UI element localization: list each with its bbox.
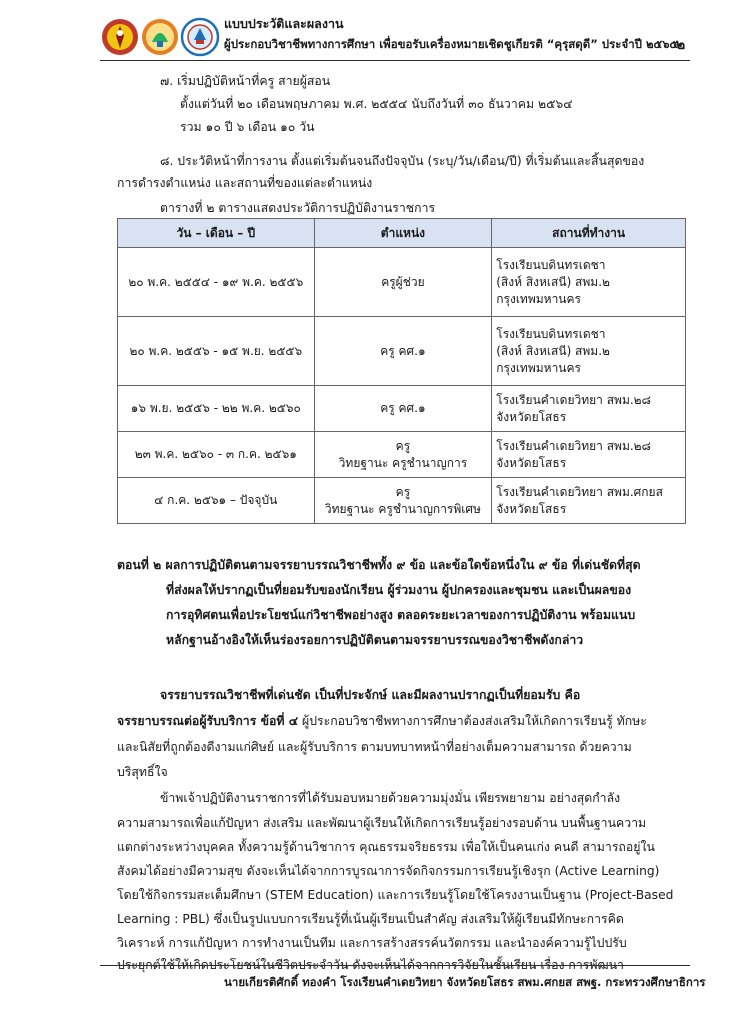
ethics-statement: จรรยาบรรณวิชาชีพที่เด่นชัด เป็นที่ประจักษ์ และมีผลงานปรากฏเป็นที่ยอมรับ คือ	[160, 688, 581, 702]
school-logo	[180, 12, 220, 62]
page-header	[0, 0, 734, 70]
workplace-cell	[492, 386, 686, 432]
part2-heading-line-2: ที่ส่งผลให้ปรากฏเป็นที่ยอมรับของนักเรียน ผู้ร่วมงาน ผู้ปกครองและชุมชน และเป็นผลของ	[166, 583, 632, 597]
date-cell: ๑๖ พ.ย. ๒๕๕๖ - ๒๒ พ.ค. ๒๕๖๐	[118, 386, 315, 432]
workplace-line-1: โรงเรียนบดินทรเดชา	[496, 257, 606, 272]
workplace-line-1: โรงเรียนคำเดยวิทยา สพม.ศกยส	[496, 484, 663, 499]
position-cell	[314, 478, 492, 524]
body-paragraph-line-7: วิเคราะห์ การแก้ปัญหา การทำงานเป็นทีม และการสร้างสรรค์นวัตกรรม และนำองค์ความรู้ไปปรับ	[117, 936, 627, 950]
table-row	[118, 478, 686, 524]
ethics-clause-title: จรรยาบรรณต่อผู้รับบริการ ข้อที่ ๔	[117, 714, 299, 728]
column-header-workplace: สถานที่ทำงาน	[492, 219, 686, 248]
section7-heading: ๗. เริ่มปฏิบัติหน้าที่ครู สายผู้สอน	[160, 74, 331, 88]
position-text: ครู คศ.๑	[380, 401, 426, 415]
workplace-cell	[492, 432, 686, 478]
section8-heading-cont: การดำรงตำแหน่ง และสถานที่ของแต่ละตำแหน่ง	[117, 176, 373, 190]
body-paragraph-line-1: ข้าพเจ้าปฏิบัติงานราชการที่ได้รับมอบหมายด้วยความมุ่งมั่น เพียรพยายาม อย่างสุดกำลัง	[160, 791, 621, 805]
ethics-clause	[117, 712, 647, 730]
section7-total-duration: รวม ๑๐ ปี ๖ เดือน ๑๐ วัน	[180, 120, 315, 134]
workplace-line-2: (สิงห์ สิงหเสนี) สพม.๒	[496, 343, 610, 358]
table-row	[118, 432, 686, 478]
body-paragraph-line-2: ความสามารถเพื่อแก้ปัญหา ส่งเสริม และพัฒนาผู้เรียนให้เกิดการเรียนรู้อย่างรอบด้าน บนพื้นฐานความ	[117, 816, 647, 830]
ministry-emblem-logo	[100, 12, 140, 62]
header-title: แบบประวัติและผลงาน	[224, 16, 344, 31]
header-divider	[100, 60, 690, 61]
ethics-clause-line-4: บริสุทธิ์ใจ	[117, 765, 168, 779]
body-paragraph-line-8: ประยุกต์ใช้ให้เกิดประโยชน์ในชีวิตประจำวัน ดังจะเห็นได้จากการวิจัยในชั้นเรียน เรื่อง การพัฒนา	[117, 958, 624, 972]
workplace-line-1: โรงเรียนคำเดยวิทยา สพม.๒๘	[496, 438, 651, 453]
date-cell: ๒๓ พ.ค. ๒๕๖๐ - ๓ ก.ค. ๒๕๖๑	[118, 432, 315, 478]
workplace-line-2: จังหวัดยโสธร	[496, 455, 567, 470]
part2-heading-line-4: หลักฐานอ้างอิงให้เห็นร่องรอยการปฏิบัติตนตามจรรยาบรรณของวิชาชีพดังกล่าว	[166, 633, 584, 647]
logo-group	[100, 12, 220, 64]
workplace-line-2: จังหวัดยโสธร	[496, 409, 567, 424]
date-cell: ๒๐ พ.ค. ๒๕๕๖ - ๑๕ พ.ย. ๒๕๕๖	[118, 317, 315, 386]
date-cell: ๒๐ พ.ค. ๒๕๕๔ - ๑๙ พ.ค. ๒๕๕๖	[118, 248, 315, 317]
position-text: ครูผู้ช่วย	[381, 274, 425, 289]
table-header-row	[118, 219, 686, 248]
position-text: ครู คศ.๑	[380, 343, 426, 358]
table-row	[118, 248, 686, 317]
workplace-cell	[492, 248, 686, 317]
body-paragraph-line-3: แตกต่างระหว่างบุคคล ทั้งความรู้ด้านวิชาการ คุณธรรมจริยธรรม เพื่อให้เป็นคนเก่ง คนดี สามารถอยู่ใน	[117, 840, 655, 854]
page-footer: นายเกียรติศักดิ์ ทองคำ โรงเรียนคำเดยวิทยา จังหวัดยโสธร สพม.ศกยส สพฐ. กระทรวงศึกษาธิการ	[224, 975, 706, 989]
body-paragraph-line-4: สังคมได้อย่างมีความสุข ดังจะเห็นได้จากการบูรณาการจัดกิจกรรมการเรียนรู้เชิงรุก (Active Learning)	[117, 864, 660, 878]
position-cell	[314, 317, 492, 386]
workplace-line-2: จังหวัดยโสธร	[496, 501, 567, 516]
ethics-clause-text: ผู้ประกอบวิชาชีพทางการศึกษาต้องส่งเสริมให้เกิดการเรียนรู้ ทักษะ	[298, 714, 647, 728]
workplace-cell	[492, 317, 686, 386]
position-cell	[314, 248, 492, 317]
table-row	[118, 386, 686, 432]
position-academic-rank: วิทยฐานะ ครูชำนาญการ	[338, 455, 468, 470]
body-paragraph-line-6: Learning : PBL) ซึ่งเป็นรูปแบบการเรียนรู้ที่เน้นผู้เรียนเป็นสำคัญ ส่งเสริมให้ผู้เรียนมีทักษะการคิด	[117, 912, 624, 926]
table-caption: ตารางที่ ๒ ตารางแสดงประวัติการปฏิบัติงานราชการ	[160, 201, 436, 215]
career-history-table	[117, 218, 686, 524]
part2-heading-line-3: การอุทิศตนเพื่อประโยชน์แก่วิชาชีพอย่างสูง ตลอดระยะเวลาของการปฏิบัติงาน พร้อมแนบ	[166, 608, 636, 622]
workplace-line-1: โรงเรียนบดินทรเดชา	[496, 326, 606, 341]
column-header-position: ตำแหน่ง	[314, 219, 492, 248]
section7-start-date: ตั้งแต่วันที่ ๒๐ เดือนพฤษภาคม พ.ศ. ๒๕๕๔ นับถึงวันที่ ๓๐ ธันวาคม ๒๕๖๔	[180, 97, 573, 111]
workplace-line-3: กรุงเทพมหานคร	[496, 360, 581, 375]
part2-heading: ตอนที่ ๒ ผลการปฏิบัติตนตามจรรยาบรรณวิชาชีพทั้ง ๙ ข้อ และข้อใดข้อหนึ่งใน ๙ ข้อ ที่เด่นชัดที่สุด	[117, 558, 641, 572]
position-cell	[314, 432, 492, 478]
position-academic-rank: วิทยฐานะ ครูชำนาญการพิเศษ	[324, 501, 481, 516]
workplace-line-2: (สิงห์ สิงหเสนี) สพม.๒	[496, 274, 610, 289]
workplace-line-1: โรงเรียนคำเดยวิทยา สพม.๒๘	[496, 392, 651, 407]
ethics-clause-line-3: และนิสัยที่ถูกต้องดีงามแก่ศิษย์ และผู้รับบริการ ตามบทบาทหน้าที่อย่างเต็มความสามารถ ด้วยความ	[117, 740, 632, 754]
position-text: ครู	[395, 484, 411, 499]
table-row	[118, 317, 686, 386]
workplace-line-3: กรุงเทพมหานคร	[496, 291, 581, 306]
position-text: ครู	[395, 438, 411, 453]
workplace-cell	[492, 478, 686, 524]
footer-divider	[100, 965, 690, 966]
date-cell: ๔ ก.ค. ๒๕๖๑ – ปัจจุบัน	[118, 478, 315, 524]
header-subtitle: ผู้ประกอบวิชาชีพทางการศึกษา เพื่อขอรับเครื่องหมายเชิดชูเกียรติ “คุรุสดุดี” ประจำปี ๒๕๖๕	[224, 37, 679, 51]
position-cell	[314, 386, 492, 432]
body-paragraph-line-5: โดยใช้กิจกรรมสะเต็มศึกษา (STEM Education) และการเรียนรู้โดยใช้โครงงานเป็นฐาน (Project-Based	[117, 888, 674, 902]
section8-heading: ๘. ประวัติหน้าที่การงาน ตั้งแต่เริ่มต้นจนถึงปัจจุบัน (ระบุ/วัน/เดือน/ปี) ที่เริ่มต้นและสิ้นสุดของ	[160, 154, 645, 168]
column-header-date: วัน – เดือน – ปี	[118, 219, 315, 248]
teachers-council-logo	[140, 12, 180, 62]
page-number: ๒	[676, 37, 686, 53]
